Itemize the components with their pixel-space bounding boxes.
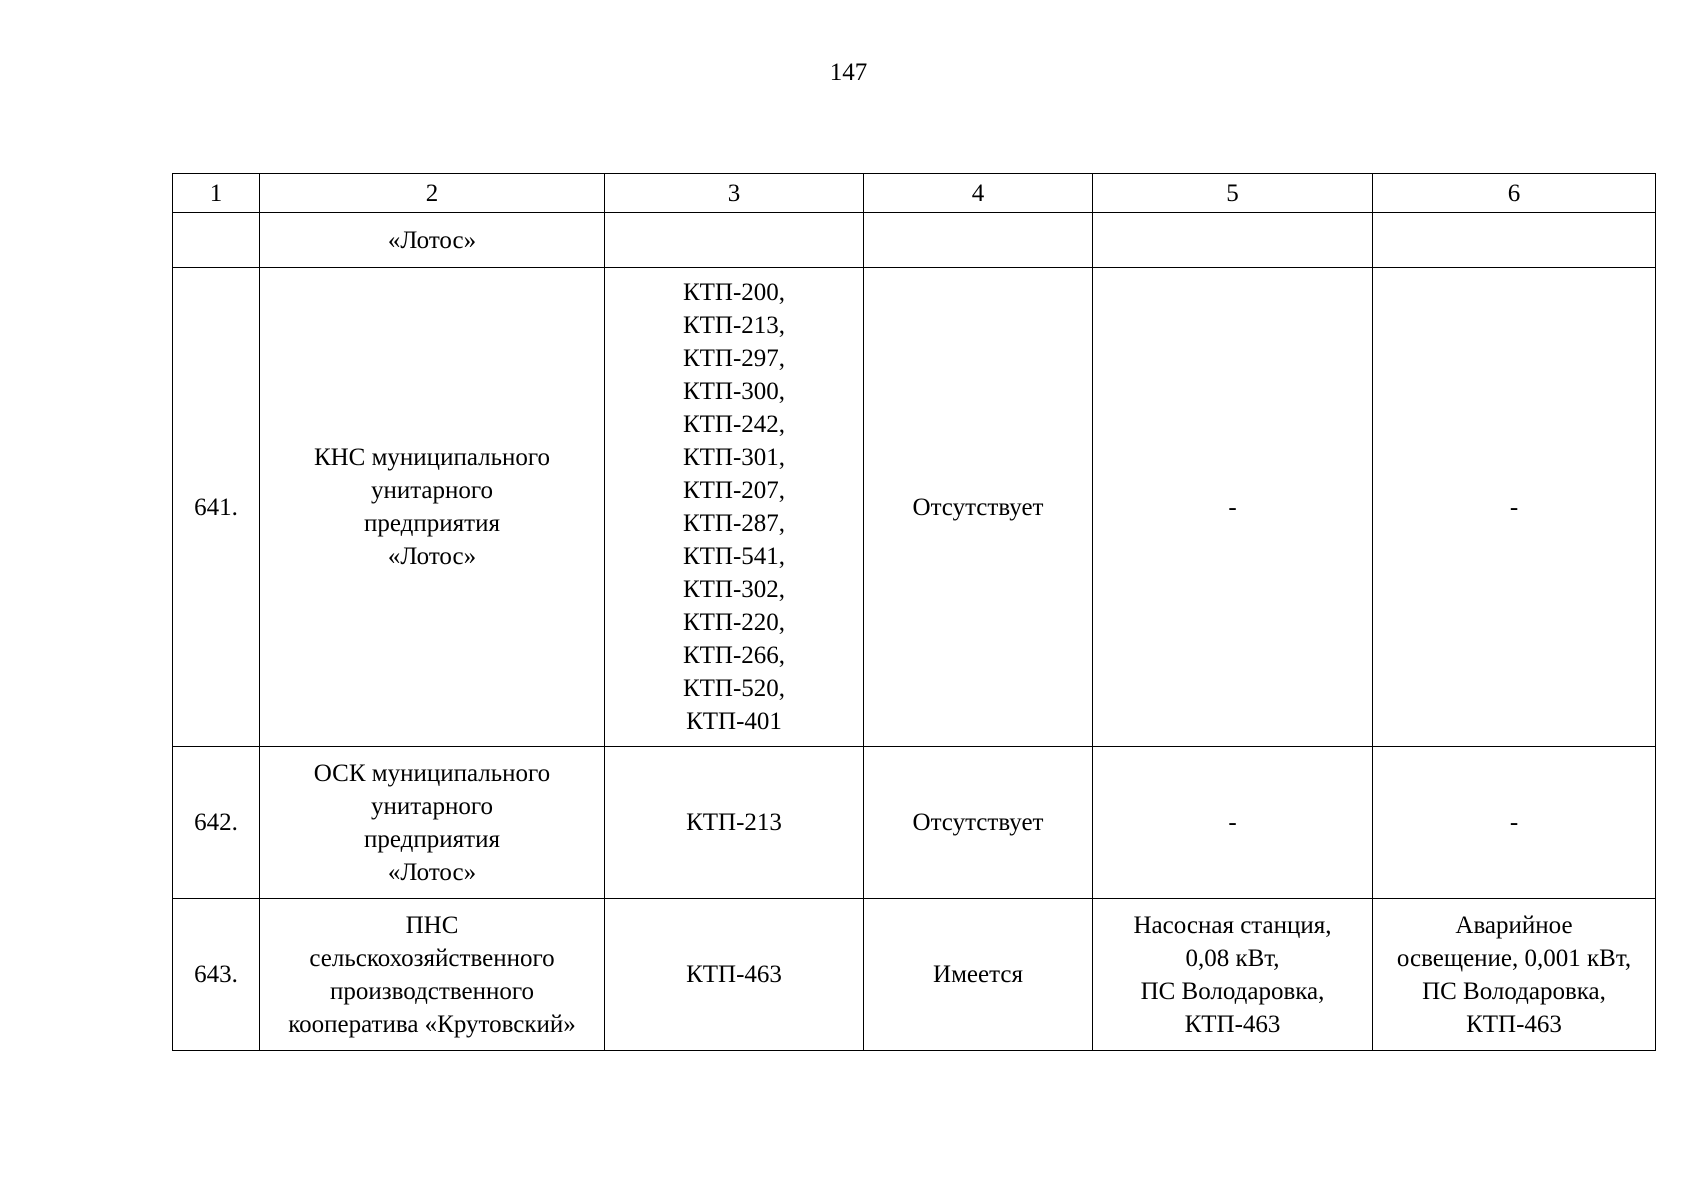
table-cell: «Лотос» (260, 213, 605, 268)
substation-list: КТП-463 (605, 899, 864, 1051)
table-cell: - (1373, 747, 1656, 899)
availability: Имеется (864, 899, 1093, 1051)
row-number: 643. (173, 899, 260, 1051)
column-number-6: 6 (1373, 174, 1656, 213)
table-cell (605, 213, 864, 268)
data-table (172, 173, 1656, 1051)
table-cell: Аварийное освещение, 0,001 кВт, ПС Володаровка, КТП-463 (1373, 899, 1656, 1051)
row-number: 641. (173, 268, 260, 747)
table-cell (173, 213, 260, 268)
table-header-row (173, 174, 1656, 213)
object-name: КНС муниципального унитарного предприятия «Лотос» (260, 268, 605, 747)
page-number: 147 (829, 59, 868, 86)
substation-list: КТП-200, КТП-213, КТП-297, КТП-300, КТП-242, КТП-301, КТП-207, КТП-287, КТП-541, КТП-302, КТП-220, КТП-266, КТП-520, КТП-401 (605, 268, 864, 747)
table-row (173, 899, 1656, 1051)
table-row (173, 268, 1656, 747)
column-number-5: 5 (1093, 174, 1373, 213)
object-name: ОСК муниципального унитарного предприятия «Лотос» (260, 747, 605, 899)
table-cell: Насосная станция, 0,08 кВт, ПС Володаровка, КТП-463 (1093, 899, 1373, 1051)
column-number-4: 4 (864, 174, 1093, 213)
row-number: 642. (173, 747, 260, 899)
table-cell (864, 213, 1093, 268)
substation-list: КТП-213 (605, 747, 864, 899)
table-cell (1093, 213, 1373, 268)
column-number-2: 2 (260, 174, 605, 213)
availability: Отсутствует (864, 747, 1093, 899)
table-row (173, 747, 1656, 899)
availability: Отсутствует (864, 268, 1093, 747)
object-name: ПНС сельскохозяйственного производственного кооператива «Крутовский» (260, 899, 605, 1051)
table-cell: - (1373, 268, 1656, 747)
column-number-3: 3 (605, 174, 864, 213)
table-cell: - (1093, 268, 1373, 747)
table-cell (1373, 213, 1656, 268)
table-cell: - (1093, 747, 1373, 899)
column-number-1: 1 (173, 174, 260, 213)
table-continuation-row (173, 213, 1656, 268)
